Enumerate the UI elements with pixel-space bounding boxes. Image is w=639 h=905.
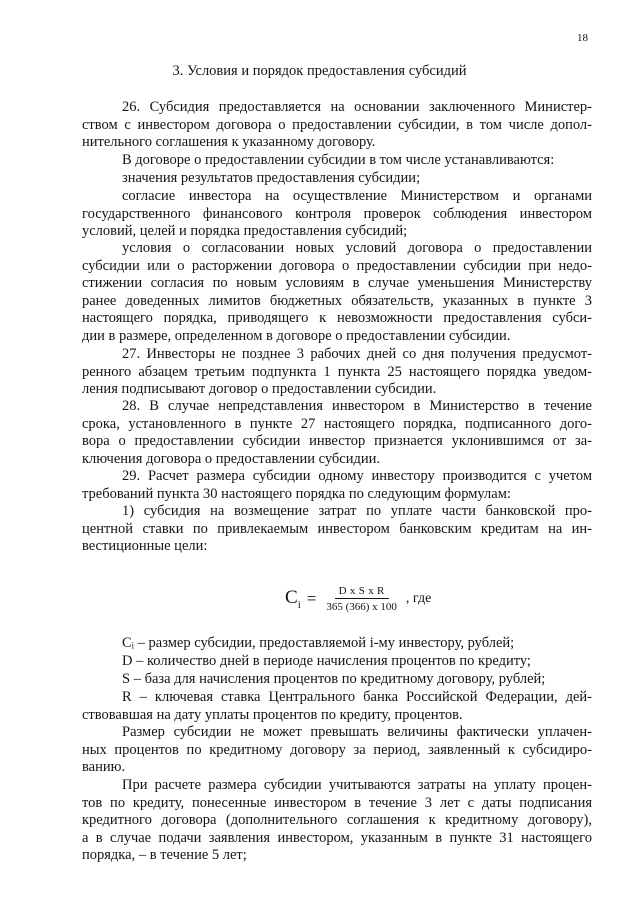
text-line: 29. Расчет размера субсидии одному инвестору производится с учетом (122, 468, 592, 484)
text-line: ранее доведенных лимитов бюджетных обязательств, указанных в пункте 3 (82, 292, 592, 309)
formula-where: , где (405, 591, 432, 606)
text-line: согласие инвестора на осуществление Министерством и органами (122, 188, 592, 204)
text-line: S – база для начисления процентов по кредитному договору, рублей; (122, 671, 546, 687)
text-line: субсидии или о расторжении договора о предоставлении субсидии при недо- (82, 257, 592, 274)
paragraph (82, 635, 592, 653)
paragraph (82, 653, 592, 671)
text-line: вестиционные цели: (82, 538, 208, 555)
text-line: ванию. (82, 759, 126, 776)
formula-denominator: 365 (366) x 100 (326, 601, 397, 613)
paragraph (82, 152, 592, 170)
text-line: Размер субсидии не может превышать величины фактически уплачен- (122, 724, 592, 740)
text-line: ных процентов по кредитному договору за период, заявленный к субсидиро- (82, 741, 592, 758)
formula-fraction (322, 585, 401, 613)
paragraph (82, 724, 592, 777)
text-line: стижении согласия по новым условиям в случае уменьшения Министерству (82, 275, 592, 292)
paragraph (82, 398, 592, 468)
text-line: требований пункта 30 настоящего порядка по следующим формулам: (82, 485, 511, 502)
text-line: D – количество дней в периоде начисления процентов по кредиту; (122, 653, 531, 669)
text-line: 1) субсидия на возмещение затрат по уплате части банковской про- (122, 503, 592, 519)
text-line: государственного финансового контроля проверок соблюдения инвестором (82, 205, 592, 222)
text-line: Cᵢ – размер субсидии, предоставляемой i-му инвестору, рублей; (122, 635, 515, 651)
text-line: центной ставки по привлекаемым инвестором банковским кредитам на ин- (82, 520, 592, 537)
text-line: вора о предоставлении субсидии инвестор признается уклонившимся от за- (82, 433, 592, 450)
text-line: 28. В случае непредставления инвестором в Министерство в течение (122, 398, 592, 414)
page-number: 18 (577, 32, 588, 44)
text-line: 27. Инвесторы не позднее 3 рабочих дней со дня получения предусмот- (122, 346, 592, 362)
text-line: ствовавшая на дату уплаты процентов по кредиту, процентов. (82, 706, 463, 723)
paragraph (82, 671, 592, 689)
text-line: кредитного договора (дополнительного соглашения к кредитному договору), (82, 812, 592, 829)
paragraph (82, 468, 592, 503)
paragraph (82, 689, 592, 724)
formula-equals: = (306, 589, 317, 608)
text-line: значения результатов предоставления субсидии; (122, 170, 421, 186)
text-line: ренного абзацем третьим подпункта 1 пункта 25 настоящего порядка уведом- (82, 363, 592, 380)
paragraph (82, 777, 592, 865)
text-line: R – ключевая ставка Центрального банка Российской Федерации, дей- (122, 689, 592, 705)
section-heading: 3. Условия и порядок предоставления субсидий (172, 63, 467, 79)
paragraph (82, 188, 592, 241)
text-line: В договоре о предоставлении субсидии в том числе устанавливаются: (122, 152, 555, 168)
text-line: настоящего порядка, приводящего к невозможности предоставления субси- (82, 310, 592, 327)
text-line: ления подписывают договор о предоставлении субсидии. (82, 381, 437, 398)
formula-lhs: $C_i$ (285, 587, 301, 611)
text-line: срока, установленного в пункте 27 настоящего порядка, подписанного дого- (82, 415, 592, 432)
paragraph (82, 99, 592, 152)
text-line: условий, целей и порядка предоставления субсидий; (82, 223, 408, 240)
text-line: нительного соглашения к указанному договору. (82, 134, 376, 151)
text-line: а в случае подачи заявления инвестором, указанным в пункте 31 настоящего (82, 829, 592, 846)
text-line: При расчете размера субсидии учитываются затраты на уплату процен- (122, 777, 592, 793)
text-line: тов по кредиту, понесенные инвестором в течение 3 лет с даты подписания (82, 794, 592, 811)
text-line: условия о согласовании новых условий договора о предоставлении (122, 240, 592, 256)
paragraph (82, 240, 592, 346)
text-line: ключения договора о предоставлении субсидии. (82, 450, 381, 467)
paragraph (82, 346, 592, 399)
subsidy-formula (285, 585, 431, 613)
paragraph (82, 170, 592, 188)
formula-numerator: D x S x R (335, 585, 389, 599)
text-line: ством с инвестором договора о предоставлении субсидии, в том числе допол- (82, 116, 592, 133)
paragraph (82, 503, 592, 556)
text-line: 26. Субсидия предоставляется на основании заключенного Министер- (122, 99, 592, 115)
text-line: дии в размере, определенном в договоре о предоставлении субсидии. (82, 327, 511, 344)
text-line: порядка, – в течение 5 лет; (82, 847, 247, 864)
